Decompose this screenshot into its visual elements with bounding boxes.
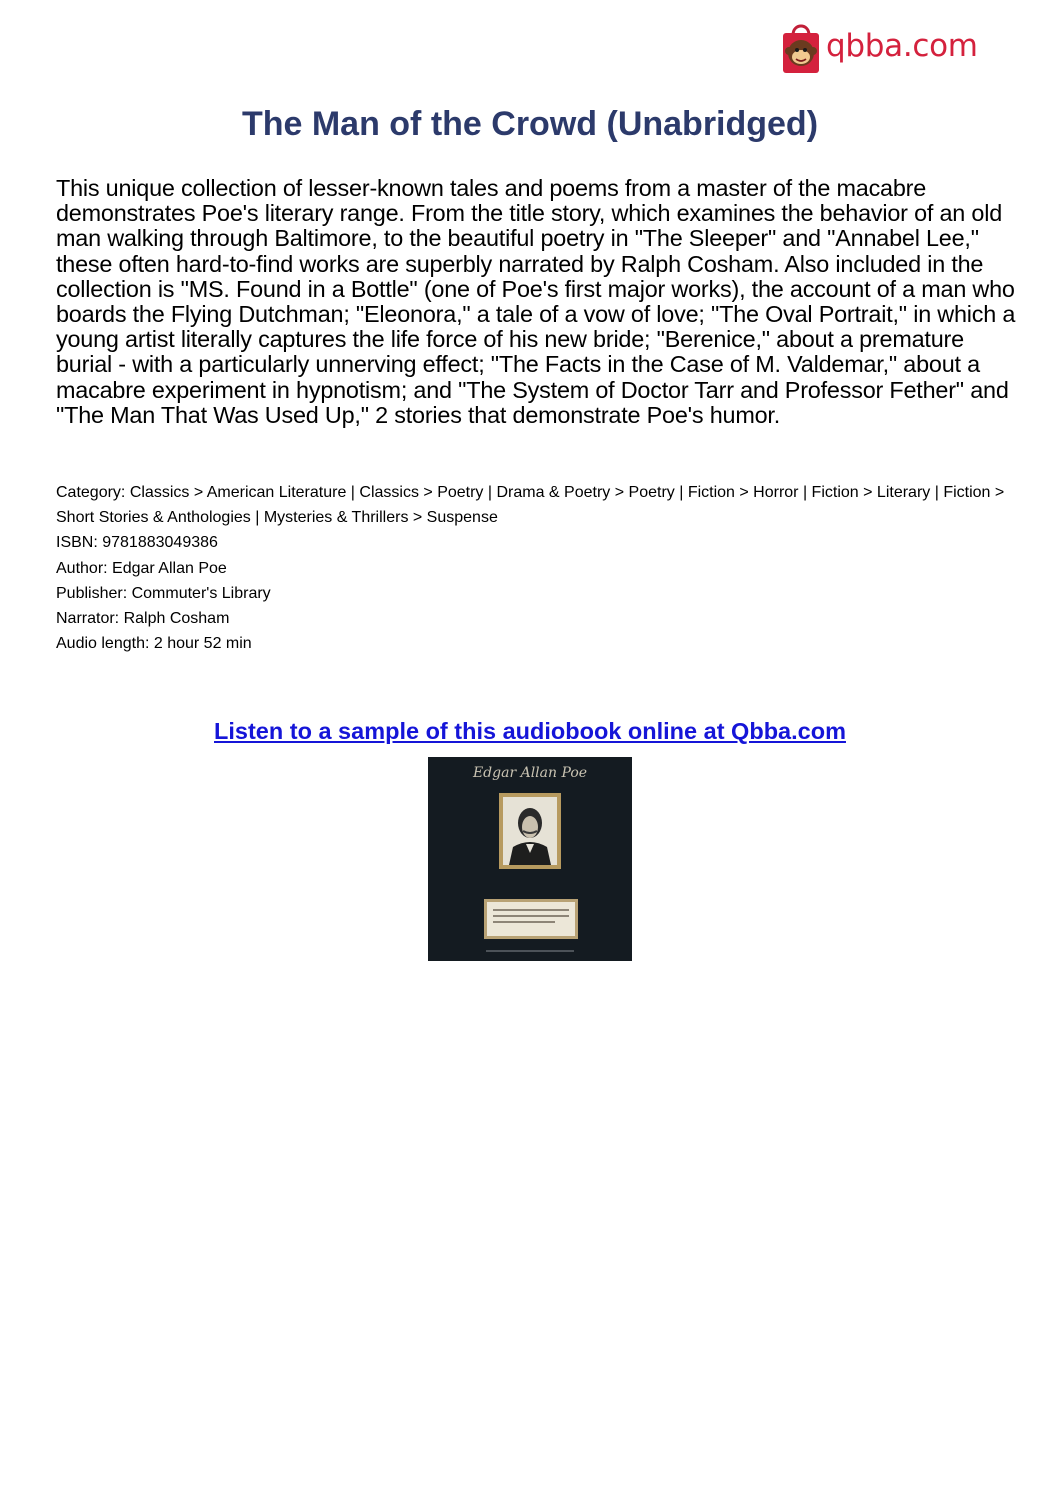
- portrait-illustration: [503, 797, 557, 865]
- book-cover-image[interactable]: [428, 757, 632, 961]
- cover-footer-line: [486, 950, 574, 952]
- plate-text-line: [493, 921, 555, 923]
- listen-sample-link[interactable]: Listen to a sample of this audiobook online at Qbba.com: [214, 718, 846, 744]
- publisher-line: Publisher: Commuter's Library: [56, 584, 271, 602]
- cover-portrait-frame: [499, 793, 561, 869]
- plate-text-line: [493, 915, 569, 917]
- cover-title-plate-inner: [487, 902, 575, 936]
- book-metadata: [56, 480, 1016, 656]
- page-title: The Man of the Crowd (Unabridged): [241, 105, 819, 143]
- cover-author-name: Edgar Allan Poe: [472, 765, 588, 781]
- site-logo[interactable]: [780, 16, 978, 76]
- cover-title-plate: [484, 899, 578, 939]
- audio-length-line: Audio length: 2 hour 52 min: [56, 635, 252, 653]
- isbn-line: ISBN: 9781883049386: [56, 534, 218, 552]
- plate-text-line: [493, 909, 569, 911]
- narrator-line: Narrator: Ralph Cosham: [56, 610, 230, 628]
- logo-text: qbba.com: [826, 27, 978, 64]
- author-line: Author: Edgar Allan Poe: [56, 559, 227, 577]
- book-description: This unique collection of lesser-known tales and poems from a master of the macabre demonstrates Poe's literary range. From the title story, which examines the behavior of an old man walking through Baltimore, to the beautiful poetry in "The Sleeper" and "Annabel Lee," these often hard-to-find works are superbly narrated by Ralph Cosham. Also included in the collection is "MS. Found in a Bottle" (one of Poe's first major works), the account of a man who boards the Flying Dutchman; "Eleonora," a tale of a vow of love; "The Oval Portrait," in which a young artist literally captures the life force of his new bride; "Berenice," about a premature burial - with a particularly unnerving effect; "The Facts in the Case of M. Valdemar," about a macabre experiment in hypnotism; and "The System of Doctor Tarr and Professor Fether" and "The Man That Was Used Up," 2 stories that demonstrate Poe's humor.: [56, 175, 1016, 428]
- category-line: Category: Classics > American Literature | Classics > Poetry | Drama & Poetry > Poetry | Fiction > Horror | Fiction > Literary | Fiction > Short Stories & Anthologies | Mysteries & Thrillers > Suspense: [56, 484, 1005, 527]
- sample-link-container: [0, 716, 1060, 746]
- shopping-bag-monkey-icon: [780, 17, 822, 75]
